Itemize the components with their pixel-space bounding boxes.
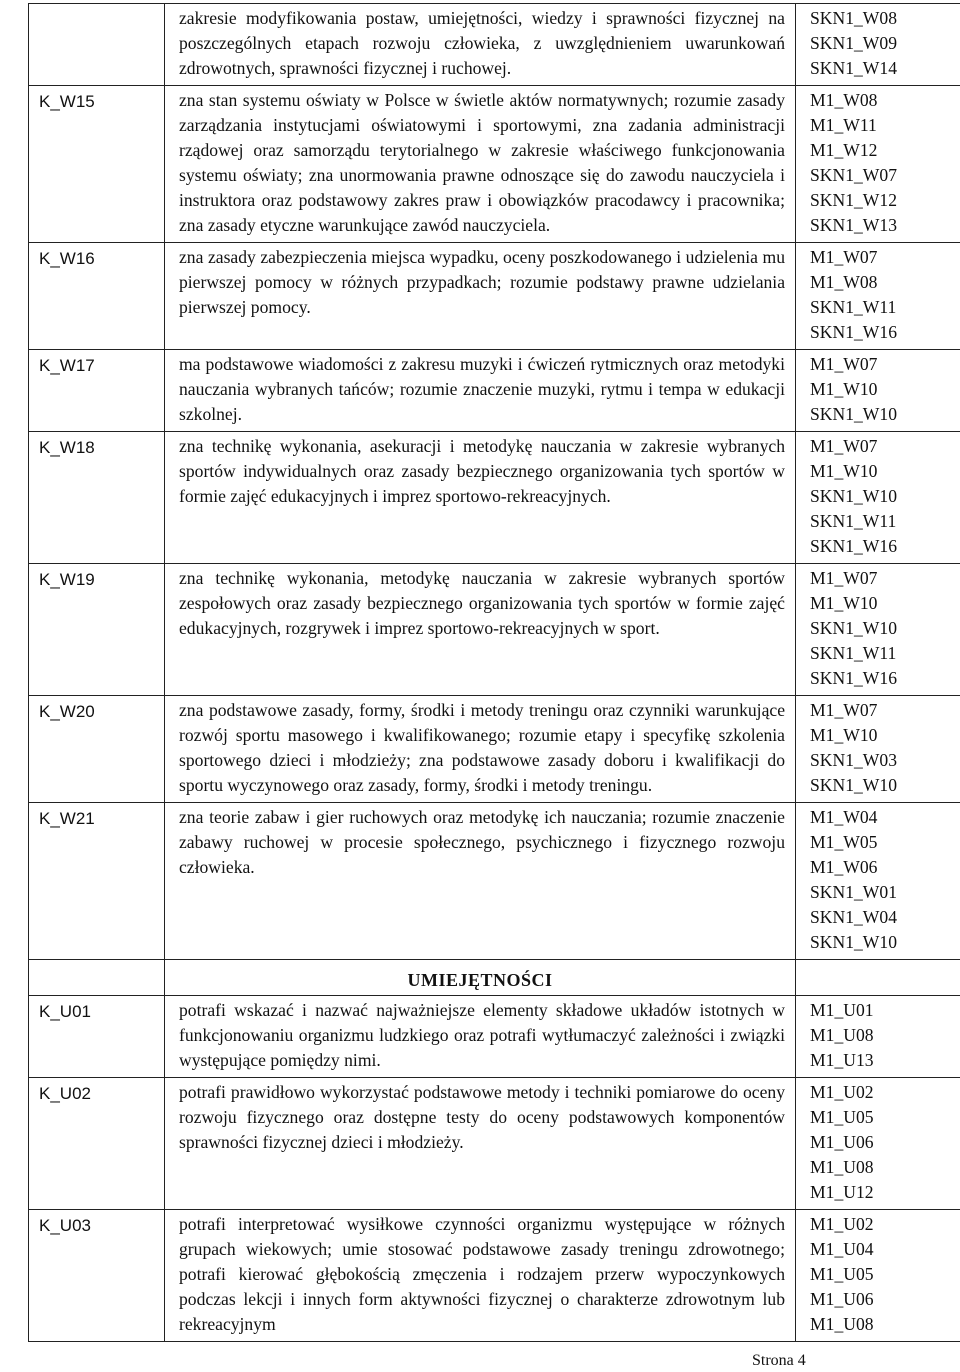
reference-code: SKN1_W09: [810, 33, 897, 53]
reference-code: M1_U05: [810, 1264, 874, 1284]
outcome-row: [29, 1210, 960, 1342]
outcome-row: [29, 243, 960, 350]
outcome-row: [29, 564, 960, 696]
reference-code: M1_U02: [810, 1214, 874, 1234]
outcome-code: K_W21: [39, 809, 95, 828]
outcome-code-cell: [29, 86, 165, 243]
reference-code: M1_W10: [810, 593, 878, 613]
outcome-description-cell: [165, 4, 796, 86]
outcome-code-cell: [29, 432, 165, 564]
reference-code: SKN1_W08: [810, 8, 897, 28]
outcome-references-cell: [796, 350, 960, 432]
outcome-references: [796, 564, 960, 695]
outcome-code: K_U03: [39, 1216, 91, 1235]
reference-code: M1_U12: [810, 1182, 874, 1202]
reference-code: M1_U08: [810, 1157, 874, 1177]
reference-code: M1_W07: [810, 568, 878, 588]
reference-code: M1_W10: [810, 725, 878, 745]
outcome-description-cell: [165, 1210, 796, 1342]
outcome-description: potrafi wskazać i nazwać najważniejsze elementy składowe układów istotnych w funkcjonowaniu organizmu ludzkiego oraz potrafi wytłumaczyć zależności i związki występujące pomiędzy nimi.: [179, 1000, 785, 1070]
outcome-description-cell: [165, 350, 796, 432]
reference-code: M1_U04: [810, 1239, 874, 1259]
outcome-code: [29, 4, 164, 7]
reference-code: SKN1_W10: [810, 932, 897, 952]
reference-code: SKN1_W03: [810, 750, 897, 770]
outcome-references-cell: [796, 564, 960, 696]
outcome-code-cell: [29, 696, 165, 803]
reference-code: M1_W07: [810, 247, 878, 267]
outcome-code-cell: [29, 803, 165, 960]
empty-cell: [796, 960, 960, 996]
outcome-description-cell: [165, 996, 796, 1078]
outcome-references: [796, 243, 960, 349]
reference-code: M1_W10: [810, 461, 878, 481]
section-heading-cell: [165, 960, 796, 996]
reference-code: M1_W05: [810, 832, 878, 852]
outcome-references-cell: [796, 4, 960, 86]
outcome-description-cell: [165, 564, 796, 696]
outcome-code-cell: [29, 996, 165, 1078]
section-heading: UMIEJĘTNOŚCI: [407, 970, 553, 990]
outcome-code-cell: [29, 1210, 165, 1342]
outcome-references: [796, 86, 960, 242]
outcome-row: [29, 86, 960, 243]
outcome-references: [796, 432, 960, 563]
outcome-code-cell: [29, 1078, 165, 1210]
outcome-references: [796, 996, 960, 1077]
reference-code: M1_W12: [810, 140, 878, 160]
outcome-references-cell: [796, 432, 960, 564]
outcome-code: K_U02: [39, 1084, 91, 1103]
outcome-description: zna technikę wykonania, asekuracji i metodykę nauczania w zakresie wybranych sportów indywidualnych oraz zasady bezpiecznego organizowania tych sportów w formie zajęć edukacyjnych i imprez sportowo-rekreacyjnych.: [179, 436, 785, 506]
outcome-code-cell: [29, 4, 165, 86]
outcome-references-cell: [796, 1078, 960, 1210]
empty-cell: [29, 960, 165, 996]
outcome-code: K_U01: [39, 1002, 91, 1021]
reference-code: M1_W07: [810, 436, 878, 456]
section-heading-row: [29, 960, 960, 996]
outcome-references: [796, 696, 960, 802]
reference-code: M1_U08: [810, 1314, 874, 1334]
outcome-description: zakresie modyfikowania postaw, umiejętności, wiedzy i sprawności fizycznej na poszczególnych etapach rozwoju człowieka, z uwzględnieniem uwarunkowań zdrowotnych, sprawności fizycznej i ruchowej.: [179, 8, 785, 78]
reference-code: SKN1_W11: [810, 511, 897, 531]
outcome-code: K_W17: [39, 356, 95, 375]
reference-code: SKN1_W10: [810, 404, 897, 424]
outcomes-table-body: [29, 4, 960, 1342]
outcome-code-cell: [29, 243, 165, 350]
reference-code: SKN1_W01: [810, 882, 897, 902]
outcome-description: zna podstawowe zasady, formy, środki i metody treningu oraz czynniki warunkujące rozwój sportu masowego i kwalifikowanego; rozumie etapy i specyfikę szkolenia sportowego dzieci i młodzieży; zna podstawowe zasady doboru i kwalifikacji do sportu wyczynowego oraz zasady, formy, środki i metody treningu.: [179, 700, 785, 795]
outcome-references: [796, 803, 960, 959]
reference-code: SKN1_W14: [810, 58, 897, 78]
page-number: Strona 4: [752, 1352, 806, 1369]
outcome-description-cell: [165, 1078, 796, 1210]
outcome-description-cell: [165, 86, 796, 243]
outcome-code: K_W19: [39, 570, 95, 589]
outcome-code: K_W16: [39, 249, 95, 268]
reference-code: SKN1_W13: [810, 215, 897, 235]
outcome-row: [29, 1078, 960, 1210]
outcome-description: potrafi interpretować wysiłkowe czynności organizmu występujące w różnych grupach wiekowych; umie stosować podstawowe zasady treningu zdrowotnego; potrafi kierować głębokością zmęczenia i rodzajem przerw wypoczynkowych podczas lekcji i innych form aktywności fizycznej o charakterze zdrowotnym lub rekreacyjnym: [179, 1214, 785, 1334]
outcome-row: [29, 696, 960, 803]
reference-code: SKN1_W11: [810, 643, 897, 663]
outcome-references-cell: [796, 696, 960, 803]
outcome-description: zna technikę wykonania, metodykę nauczania w zakresie wybranych sportów zespołowych oraz zasady bezpiecznego organizowania tych sportów w formie zajęć edukacyjnych, rozgrywek i imprez sportowo-rekreacyjnych w sport.: [179, 568, 785, 638]
reference-code: SKN1_W11: [810, 297, 897, 317]
outcome-references: [796, 350, 960, 431]
outcome-code-cell: [29, 564, 165, 696]
outcome-references-cell: [796, 243, 960, 350]
reference-code: SKN1_W04: [810, 907, 897, 927]
reference-code: SKN1_W10: [810, 486, 897, 506]
reference-code: M1_W11: [810, 115, 877, 135]
reference-code: M1_W06: [810, 857, 878, 877]
reference-code: M1_W07: [810, 700, 878, 720]
outcome-references-cell: [796, 996, 960, 1078]
reference-code: M1_W04: [810, 807, 878, 827]
reference-code: M1_U05: [810, 1107, 874, 1127]
reference-code: SKN1_W10: [810, 775, 897, 795]
reference-code: M1_U08: [810, 1025, 874, 1045]
reference-code: M1_U06: [810, 1289, 874, 1309]
outcome-row: [29, 996, 960, 1078]
outcome-row: [29, 4, 960, 86]
outcome-references-cell: [796, 86, 960, 243]
reference-code: SKN1_W12: [810, 190, 897, 210]
reference-code: SKN1_W16: [810, 322, 897, 342]
outcome-description: zna teorie zabaw i gier ruchowych oraz metodykę ich nauczania; rozumie znaczenie zabawy ruchowej w procesie społecznego, psychicznego i fizycznego rozwoju człowieka.: [179, 807, 785, 877]
learning-outcomes-table: [28, 3, 960, 1342]
reference-code: M1_U06: [810, 1132, 874, 1152]
outcome-references-cell: [796, 803, 960, 960]
reference-code: SKN1_W16: [810, 668, 897, 688]
outcome-row: [29, 350, 960, 432]
outcome-code-cell: [29, 350, 165, 432]
reference-code: SKN1_W16: [810, 536, 897, 556]
reference-code: M1_W10: [810, 379, 878, 399]
outcome-references: [796, 4, 960, 85]
reference-code: SKN1_W07: [810, 165, 897, 185]
outcome-description: zna zasady zabezpieczenia miejsca wypadku, oceny poszkodowanego i udzielenia mu pierwszej pomocy w różnych przypadkach; rozumie podstawy prawne udzielania pierwszej pomocy.: [179, 247, 785, 317]
reference-code: M1_U13: [810, 1050, 874, 1070]
outcome-description: ma podstawowe wiadomości z zakresu muzyki i ćwiczeń rytmicznych oraz metodyki nauczania wybranych tańców; rozumie znaczenie muzyki, rytmu i tempa w edukacji szkolnej.: [179, 354, 785, 424]
outcome-description-cell: [165, 432, 796, 564]
outcome-references-cell: [796, 1210, 960, 1342]
outcome-references: [796, 1078, 960, 1209]
reference-code: SKN1_W10: [810, 618, 897, 638]
outcome-code: K_W15: [39, 92, 95, 111]
reference-code: M1_W08: [810, 272, 878, 292]
outcome-description-cell: [165, 803, 796, 960]
outcome-description-cell: [165, 696, 796, 803]
outcome-code: K_W20: [39, 702, 95, 721]
outcome-description: zna stan systemu oświaty w Polsce w świetle aktów normatywnych; rozumie zasady zarządzania instytucjami oświatowymi i sportowymi, zna zadania administracji rządowej oraz samorządu terytorialnego w zakresie właściwego funkcjonowania systemu oświaty; zna unormowania prawne odnoszące się do zawodu nauczyciela i instruktora oraz podstawowy zakres praw i obowiązków pracodawcy i pracownika; zna zasady etyczne warunkujące zawód nauczyciela.: [179, 90, 785, 235]
outcome-references: [796, 1210, 960, 1341]
reference-code: M1_W08: [810, 90, 878, 110]
outcome-row: [29, 432, 960, 564]
reference-code: M1_U01: [810, 1000, 874, 1020]
outcome-code: K_W18: [39, 438, 95, 457]
outcome-row: [29, 803, 960, 960]
outcome-description: potrafi prawidłowo wykorzystać podstawowe metody i techniki pomiarowe do oceny rozwoju fizycznego oraz dostępne testy do oceny podstawowych komponentów sprawności fizycznej dzieci i młodzieży.: [179, 1082, 785, 1152]
reference-code: M1_U02: [810, 1082, 874, 1102]
reference-code: M1_W07: [810, 354, 878, 374]
outcome-description-cell: [165, 243, 796, 350]
